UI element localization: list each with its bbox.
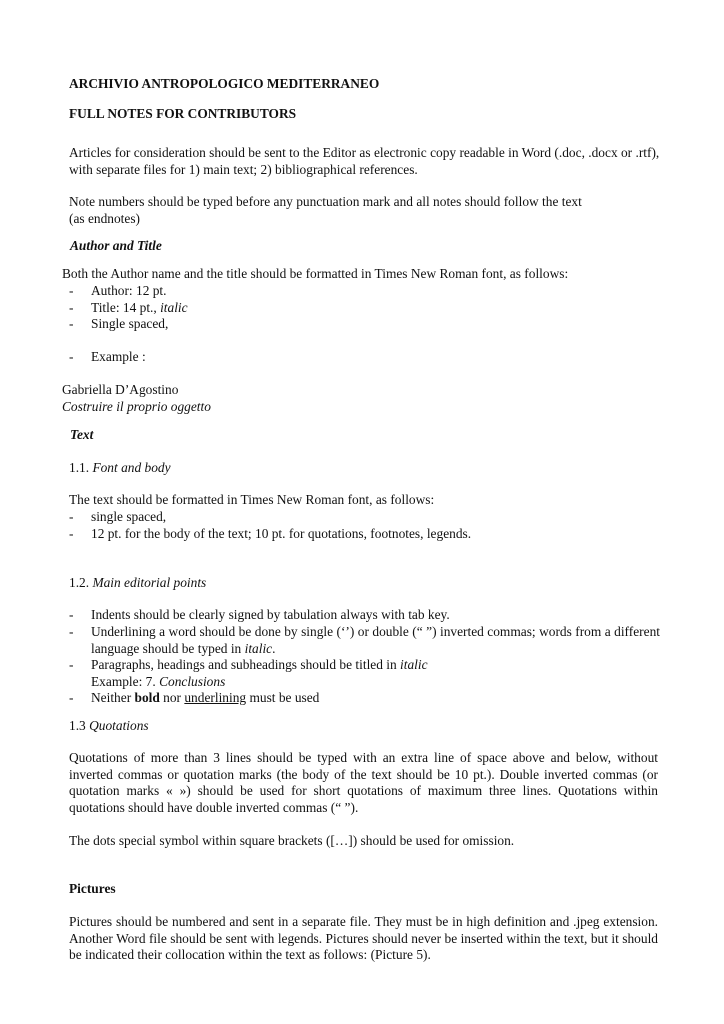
list-item-text-italic: italic: [160, 300, 188, 315]
section-number: 1.3: [69, 718, 90, 733]
list-dash: -: [69, 607, 74, 622]
section-1-1-lead: The text should be formatted in Times New Roman font, as follows:: [69, 492, 435, 507]
text-part: nor: [159, 690, 185, 705]
list-item-text: [91, 690, 660, 707]
section-number: 1.2.: [69, 575, 93, 590]
list-item-title-size: [69, 300, 629, 317]
list-item-text: 12 pt. for the body of the text; 10 pt. for quotations, footnotes, legends.: [91, 526, 472, 541]
text-part: Neither: [91, 690, 135, 705]
intro-paragraph-1: Articles for consideration should be sent to the Editor as electronic copy readable in Word (.doc, .docx or .rtf), with separate files for 1) main text; 2) bibliographical references.: [69, 145, 660, 177]
list-item-no-bold: [69, 690, 660, 707]
pictures-paragraph: Pictures should be numbered and sent in a separate file. They must be in high definition and .jpeg extension. Another Word file should be sent with legends. Pictures should never be inserted within the text, but it should be indicated their collocation within the text as follows: (Picture 5).: [69, 914, 658, 962]
list-item-author-size: [69, 283, 629, 300]
section-1-2-heading: [69, 575, 206, 592]
quotations-paragraph: Quotations of more than 3 lines should be typed with an extra line of space above and below, without inverted commas or quotation marks (the body of the text should be 10 pt.). Double inverted commas (or quotation marks « ») should be used for short quotations of maximum three lines. Quotations within quotations should have double inverted commas (“ ”).: [69, 750, 658, 815]
journal-title: ARCHIVIO ANTROPOLOGICO MEDITERRANEO: [69, 76, 380, 91]
author-title-lead: Both the Author name and the title should be formatted in Times New Roman font, as follows:: [62, 266, 569, 281]
list-item-text-plain: Title: 14 pt.,: [91, 300, 161, 315]
section-1-1-heading: [69, 460, 171, 477]
list-item-paragraphs: [69, 657, 660, 690]
list-item-spacing: [69, 316, 629, 333]
section-number: 1.1.: [69, 460, 93, 475]
list-item-text-plain: Underlining a word should be done by single (‘’) or double (“ ”) inverted commas; words from a different language should be typed in: [91, 624, 660, 656]
example-author: Gabriella D’Agostino: [62, 382, 179, 397]
list-item-text-end: .: [272, 640, 276, 656]
list-dash: -: [69, 624, 74, 639]
example-label: Example: 7.: [91, 673, 160, 689]
list-dash: -: [69, 509, 74, 524]
text-heading: Text: [70, 427, 94, 442]
section-title: Quotations: [89, 718, 149, 733]
underlined-word: underlining: [184, 690, 247, 705]
example-title: Costruire il proprio oggetto: [62, 399, 211, 414]
intro-paragraph-2-line-2: (as endnotes): [69, 210, 141, 226]
list-item-example: [69, 349, 629, 366]
list-dash: -: [69, 657, 74, 672]
list-item-text: Indents should be clearly signed by tabulation always with tab key.: [91, 607, 450, 622]
list-item-font-sizes: [69, 526, 661, 543]
list-item-text-plain: Paragraphs, headings and subheadings should be titled in: [91, 657, 401, 672]
list-item-single-spaced: [69, 509, 661, 526]
bold-word: bold: [134, 690, 160, 705]
list-item-text: [91, 300, 629, 317]
list-dash: -: [69, 690, 74, 705]
list-dash: -: [69, 349, 74, 364]
list-item-indents: [69, 607, 660, 624]
list-item-text: Single spaced,: [91, 316, 169, 331]
intro-paragraph-2-line-1: Note numbers should be typed before any punctuation mark and all notes should follow the text: [69, 194, 582, 209]
pictures-heading: Pictures: [69, 881, 116, 896]
list-dash: -: [69, 283, 74, 298]
example-value: Conclusions: [159, 673, 226, 689]
section-1-3-heading: [69, 718, 149, 735]
list-item-text: Author: 12 pt.: [91, 283, 167, 298]
intro-paragraph-2: [69, 194, 661, 227]
notes-title: FULL NOTES FOR CONTRIBUTORS: [69, 106, 297, 121]
list-item-text: [91, 657, 660, 690]
list-item-underlining: [69, 624, 660, 657]
author-title-heading: Author and Title: [70, 238, 162, 253]
list-dash: -: [69, 526, 74, 541]
list-item-text: [91, 624, 660, 657]
list-item-text: Example :: [91, 349, 146, 364]
list-dash: -: [69, 300, 74, 315]
section-title: Font and body: [92, 460, 171, 475]
list-item-text: single spaced,: [91, 509, 167, 524]
omission-paragraph: The dots special symbol within square brackets ([…]) should be used for omission.: [69, 833, 515, 848]
list-dash: -: [69, 316, 74, 331]
text-part: must be used: [246, 690, 320, 705]
list-item-text-italic: italic: [400, 657, 428, 672]
list-item-text-italic: italic: [244, 640, 273, 656]
section-title: Main editorial points: [92, 575, 207, 590]
